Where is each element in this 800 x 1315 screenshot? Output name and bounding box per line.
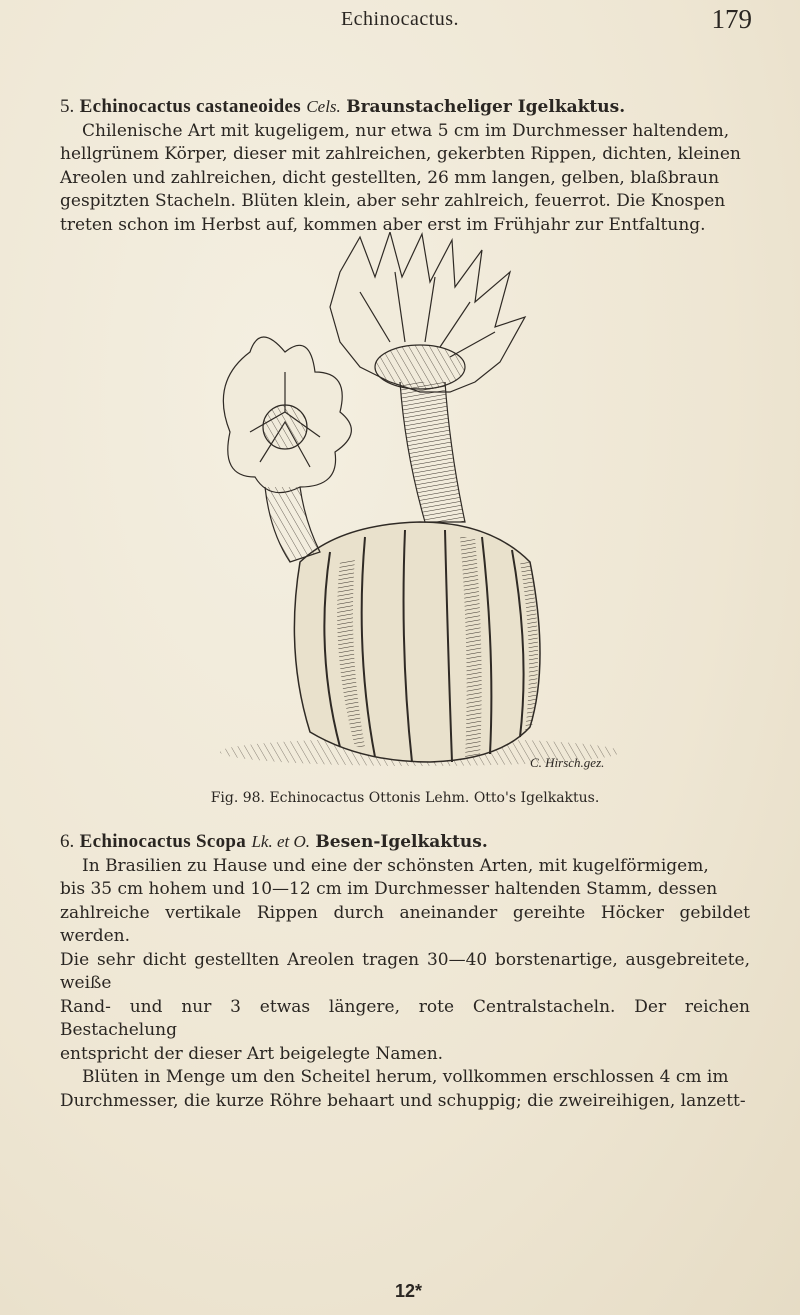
entry-5-line: Chilenische Art mit kugeligem, nur etwa 5 cm im Durchmesser haltendem, xyxy=(82,120,730,141)
entry-5-line: Areolen und zahlreichen, dicht gestellten, 26 mm langen, gelben, blaßbraun xyxy=(60,167,720,188)
entry-6-line: Rand- und nur 3 etwas längere, rote Centralstacheln. Der reichen Bestachelung xyxy=(60,996,750,1040)
cactus-body xyxy=(294,522,540,762)
page-number: 179 xyxy=(711,4,752,34)
entry-5-number: 5. xyxy=(60,96,75,117)
page-header xyxy=(0,0,800,60)
entry-5-line: treten schon im Herbst auf, kommen aber erst im Frühjahr zur Entfaltung. xyxy=(60,214,706,235)
entry-6-common-name: Besen-Igelkaktus. xyxy=(315,832,488,852)
illustrator-signature: C. Hirsch.gez. xyxy=(530,755,605,770)
entry-6-line: zahlreiche vertikale Rippen durch aneinander gereihte Höcker gebildet werden. xyxy=(60,902,750,946)
entry-5-common-name: Braunstacheliger Igelkaktus. xyxy=(346,97,626,117)
running-head: Echinocactus. xyxy=(340,8,460,30)
sheet-signature-mark: 12* xyxy=(395,1281,423,1301)
entry-5-line: gespitzten Stacheln. Blüten klein, aber sehr zahlreich, feuerrot. Die Knospen xyxy=(60,191,726,211)
cactus-flower-left xyxy=(223,337,351,562)
entry-5-latin-name: Echinocactus castaneoides xyxy=(79,96,301,117)
entry-6-line: Durchmesser, die kurze Röhre behaart und schuppig; die zweireihigen, lanzett- xyxy=(60,1090,746,1111)
cactus-flower-top xyxy=(330,232,525,522)
entry-5-line: hellgrünem Körper, dieser mit zahlreichen, gekerbten Rippen, dichten, kleinen xyxy=(60,144,741,164)
entry-6-number: 6. xyxy=(60,831,75,852)
entry-5-author: Cels. xyxy=(306,97,341,116)
entry-5-heading xyxy=(60,95,750,120)
entry-6-author: Lk. et O. xyxy=(251,832,310,851)
entry-6-line: entspricht der dieser Art beigelegte Namen. xyxy=(60,1043,444,1064)
entry-6-line: Die sehr dicht gestellten Areolen tragen 30—40 borstenartige, ausgebreitete, weiße xyxy=(60,949,750,993)
cactus-illustration xyxy=(190,232,630,787)
figure-caption: Fig. 98. Echinocactus Ottonis Lehm. Otto's Igelkaktus. xyxy=(210,790,600,806)
entry-6-line: In Brasilien zu Hause und eine der schönsten Arten, mit kugelförmigem, xyxy=(82,855,709,876)
entry-6-latin-name: Echinocactus Scopa xyxy=(79,831,247,852)
entry-6-heading xyxy=(60,830,750,855)
entry-6 xyxy=(60,830,750,1113)
entry-6-line: bis 35 cm hohem und 10—12 cm im Durchmesser haltenden Stamm, dessen xyxy=(60,879,718,899)
entry-6-line: Blüten in Menge um den Scheitel herum, vollkommen erschlossen 4 cm im xyxy=(82,1067,729,1087)
entry-5 xyxy=(60,95,750,237)
